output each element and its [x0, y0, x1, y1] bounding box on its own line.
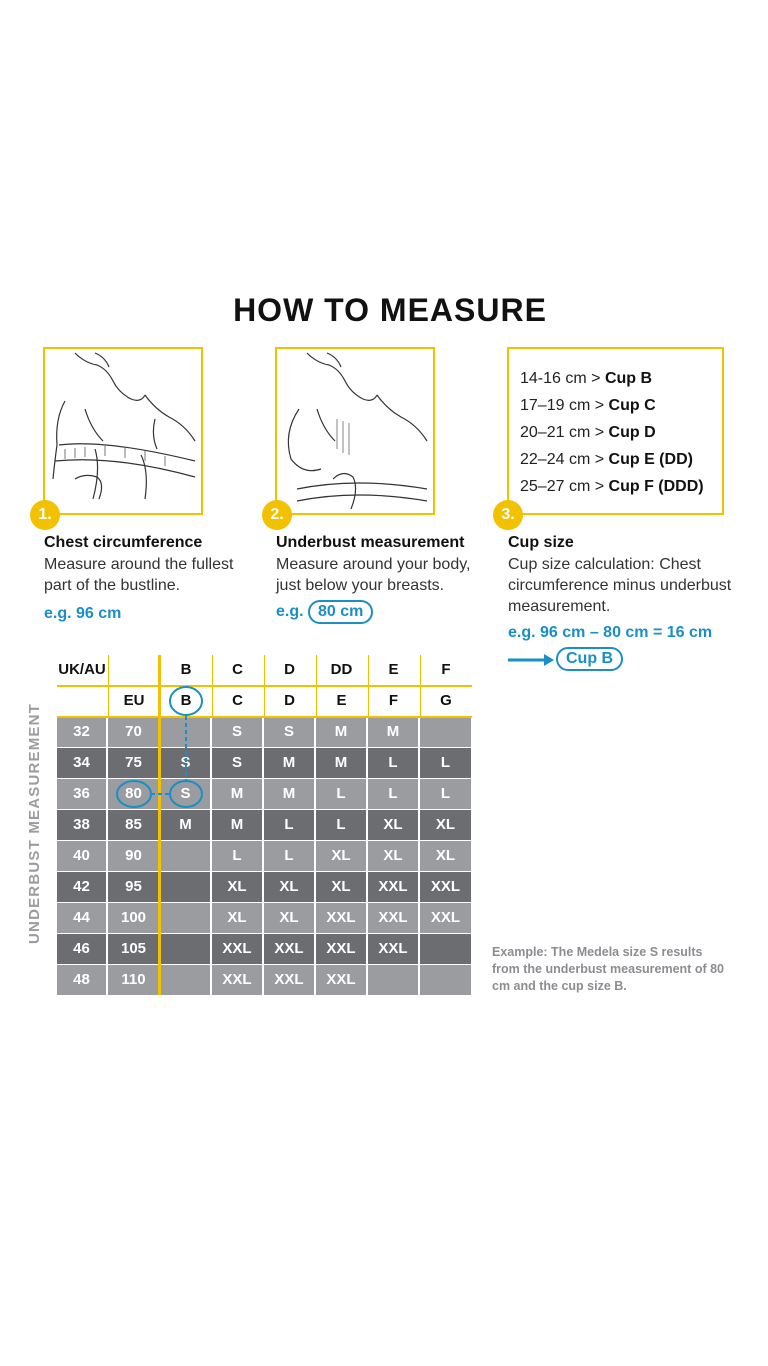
underbust-illustration-frame	[275, 347, 435, 515]
header-column-separator	[420, 655, 421, 716]
size-cell	[161, 717, 210, 747]
size-cell: XXL	[212, 965, 262, 995]
size-cell: S	[212, 717, 262, 747]
size-cell: 100	[108, 903, 159, 933]
size-cell: L	[264, 841, 314, 871]
size-cell: M	[264, 779, 314, 809]
eu-size-header	[57, 686, 107, 716]
step-1-example: e.g. 96 cm	[44, 605, 122, 622]
header-column-separator	[368, 655, 369, 716]
size-cell: M	[161, 810, 210, 840]
size-cell: L	[420, 779, 471, 809]
size-cell: 38	[57, 810, 106, 840]
size-cell: XXL	[212, 934, 262, 964]
uk-size-header	[108, 655, 160, 685]
size-cell: 90	[108, 841, 159, 871]
size-cell: XXL	[316, 903, 366, 933]
header-column-separator	[108, 655, 109, 716]
size-cell: XXL	[420, 903, 471, 933]
step-1-badge: 1.	[30, 500, 60, 530]
chest-measure-illustration	[45, 349, 201, 513]
size-cell: 32	[57, 717, 106, 747]
underbust-value-pill: 80 cm	[308, 600, 373, 624]
size-cell: XL	[316, 872, 366, 902]
size-cell: M	[316, 717, 366, 747]
size-cell: 80	[108, 779, 159, 809]
size-cell: 42	[57, 872, 106, 902]
size-cell: XL	[212, 872, 262, 902]
size-cell: 34	[57, 748, 106, 778]
size-cell: XL	[420, 841, 471, 871]
eu-size-header: F	[368, 686, 419, 716]
size-cell: XL	[264, 903, 314, 933]
cup-range-row: 22–24 cm > Cup E (DD)	[520, 451, 693, 468]
size-cell: XL	[420, 810, 471, 840]
uk-size-header: UK/AU	[57, 655, 107, 685]
size-cell: XL	[264, 872, 314, 902]
step-2-text: Measure around your body, just below your breasts.	[276, 556, 471, 594]
size-cell: 70	[108, 717, 159, 747]
size-cell	[161, 903, 210, 933]
cup-range-row: 20–21 cm > Cup D	[520, 424, 656, 441]
size-cell: XXL	[264, 934, 314, 964]
eu-size-header: B	[161, 686, 211, 716]
size-cell: XL	[316, 841, 366, 871]
header-column-separator	[212, 655, 213, 716]
uk-size-header: F	[420, 655, 472, 685]
size-cell: XL	[368, 810, 418, 840]
size-cell: 36	[57, 779, 106, 809]
step-3-text: Cup size calculation: Chest circumference minus underbust measurement.	[508, 556, 732, 615]
size-cell	[161, 841, 210, 871]
size-cell	[161, 965, 210, 995]
size-cell	[161, 872, 210, 902]
eu-size-header: C	[212, 686, 263, 716]
size-cell: L	[420, 748, 471, 778]
cup-range-row: 17–19 cm > Cup C	[520, 397, 656, 414]
step-3-heading: Cup size	[508, 534, 574, 551]
header-column-separator	[316, 655, 317, 716]
size-cell: XXL	[316, 934, 366, 964]
eu-size-header: EU	[108, 686, 160, 716]
size-cell: 44	[57, 903, 106, 933]
size-cell: 40	[57, 841, 106, 871]
size-cell	[161, 934, 210, 964]
size-cell: M	[264, 748, 314, 778]
size-cell: XL	[212, 903, 262, 933]
size-cell: 110	[108, 965, 159, 995]
eu-size-header: G	[420, 686, 472, 716]
size-cell: M	[368, 717, 418, 747]
example-note: Example: The Medela size S results from the underbust measurement of 80 cm and the cup size B.	[492, 945, 724, 993]
uk-size-header: C	[212, 655, 263, 685]
size-cell: M	[316, 748, 366, 778]
size-cell: M	[212, 810, 262, 840]
header-column-separator	[264, 655, 265, 716]
underbust-axis-label: UNDERBUST MEASUREMENT	[26, 702, 43, 944]
size-cell: L	[316, 810, 366, 840]
size-cell: 46	[57, 934, 106, 964]
cup-range-row: 14-16 cm > Cup B	[520, 370, 653, 387]
uk-size-header: D	[264, 655, 315, 685]
step-1-text: Measure around the fullest part of the bustline.	[44, 556, 234, 594]
size-cell: 75	[108, 748, 159, 778]
uk-size-header: B	[161, 655, 211, 685]
size-cell: S	[264, 717, 314, 747]
size-cell	[420, 965, 471, 995]
step-3-formula: e.g. 96 cm – 80 cm = 16 cm	[508, 624, 713, 641]
size-cell: 95	[108, 872, 159, 902]
size-cell: L	[368, 748, 418, 778]
step-1-heading: Chest circumference	[44, 534, 203, 551]
size-cell: XXL	[316, 965, 366, 995]
size-cell: S	[161, 748, 210, 778]
size-cell: L	[316, 779, 366, 809]
uk-size-header: E	[368, 655, 419, 685]
size-cell: XXL	[368, 934, 418, 964]
size-cell: M	[212, 779, 262, 809]
size-cell	[368, 965, 418, 995]
uk-size-header: DD	[316, 655, 367, 685]
size-cell: 105	[108, 934, 159, 964]
size-cell	[420, 934, 471, 964]
chest-illustration-frame	[43, 347, 203, 515]
eu-size-header: E	[316, 686, 367, 716]
step-3-badge: 3.	[493, 500, 523, 530]
size-cell: S	[161, 779, 210, 809]
size-cell: S	[212, 748, 262, 778]
page-title: HOW TO MEASURE	[233, 292, 547, 328]
header-divider-line	[57, 716, 472, 718]
step-2-example: e.g. 80 cm	[276, 600, 373, 624]
step-2-badge: 2.	[262, 500, 292, 530]
cup-result	[556, 647, 623, 671]
size-cell: XL	[368, 841, 418, 871]
column-divider-line	[158, 655, 161, 995]
size-cell: L	[368, 779, 418, 809]
size-cell: 48	[57, 965, 106, 995]
eu-size-header: D	[264, 686, 315, 716]
underbust-measure-illustration	[277, 349, 433, 513]
size-cell: L	[212, 841, 262, 871]
size-cell: XXL	[420, 872, 471, 902]
size-cell: L	[264, 810, 314, 840]
size-cell	[420, 717, 471, 747]
cup-result-pill: Cup B	[556, 647, 623, 671]
size-cell: 85	[108, 810, 159, 840]
size-cell: XXL	[264, 965, 314, 995]
arrow-right-icon	[508, 652, 556, 668]
size-cell: XXL	[368, 903, 418, 933]
step-2-heading: Underbust measurement	[276, 534, 465, 551]
cup-range-row: 25–27 cm > Cup F (DDD)	[520, 478, 704, 495]
size-cell: XXL	[368, 872, 418, 902]
